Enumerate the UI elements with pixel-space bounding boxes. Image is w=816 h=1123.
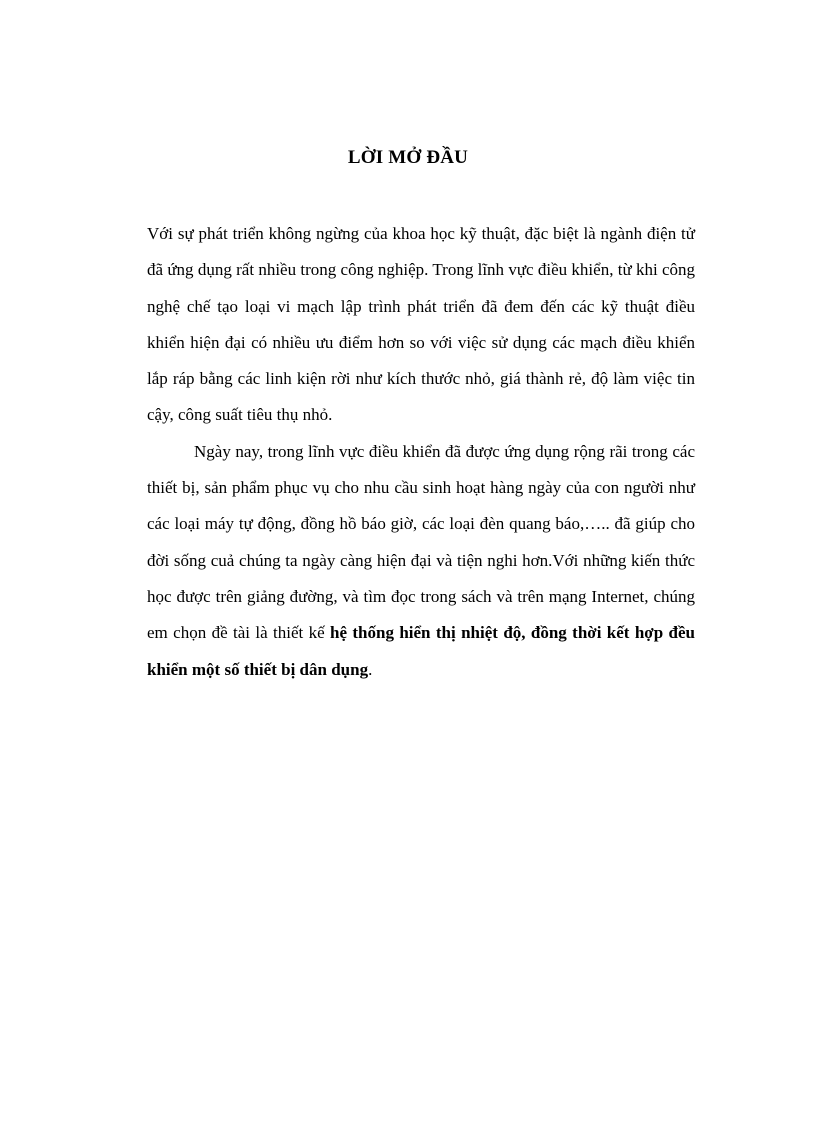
paragraph-2-end: . bbox=[368, 659, 373, 679]
paragraph-1: Với sự phát triển không ngừng của khoa học kỹ thuật, đặc biệt là ngành điện tử đã ứng dụng rất nhiều trong công nghiệp. Trong lĩnh vực điều khiển, từ khi công nghệ chế tạo loại vi mạch lập trình phát triển đã đem đến các kỹ thuật điều khiển hiện đại có nhiều ưu điểm hơn so với việc sử dụng các mạch điều khiển lắp ráp bằng các linh kiện rời như kích thước nhỏ, giá thành rẻ, độ làm việc tin cậy, công suất tiêu thụ nhỏ. bbox=[147, 224, 695, 425]
paragraph-2-text: Ngày nay, trong lĩnh vực điều khiển đã được ứng dụng rộng rãi trong các thiết bị, sản phẩm phục vụ cho nhu cầu sinh hoạt hàng ngày của con người như các loại máy tự động, đồng hồ báo giờ, các loại đèn quang báo,….. đã giúp cho đời sống cuả chúng ta ngày càng hiện đại và tiện nghi hơn.Với những kiến thức học được trên giảng đường, và tìm đọc trong sách và trên mạng Internet, chúng em chọn đề tài là thiết kế bbox=[147, 441, 695, 643]
page-title: LỜI MỞ ĐẦU bbox=[347, 147, 469, 168]
paragraph-2-bold-topic: hệ thống hiển thị nhiệt độ, đồng thời kết hợp đều khiển một số thiết bị dân dụng bbox=[147, 623, 695, 679]
document-body bbox=[147, 216, 695, 688]
paragraph-2 bbox=[147, 434, 695, 688]
